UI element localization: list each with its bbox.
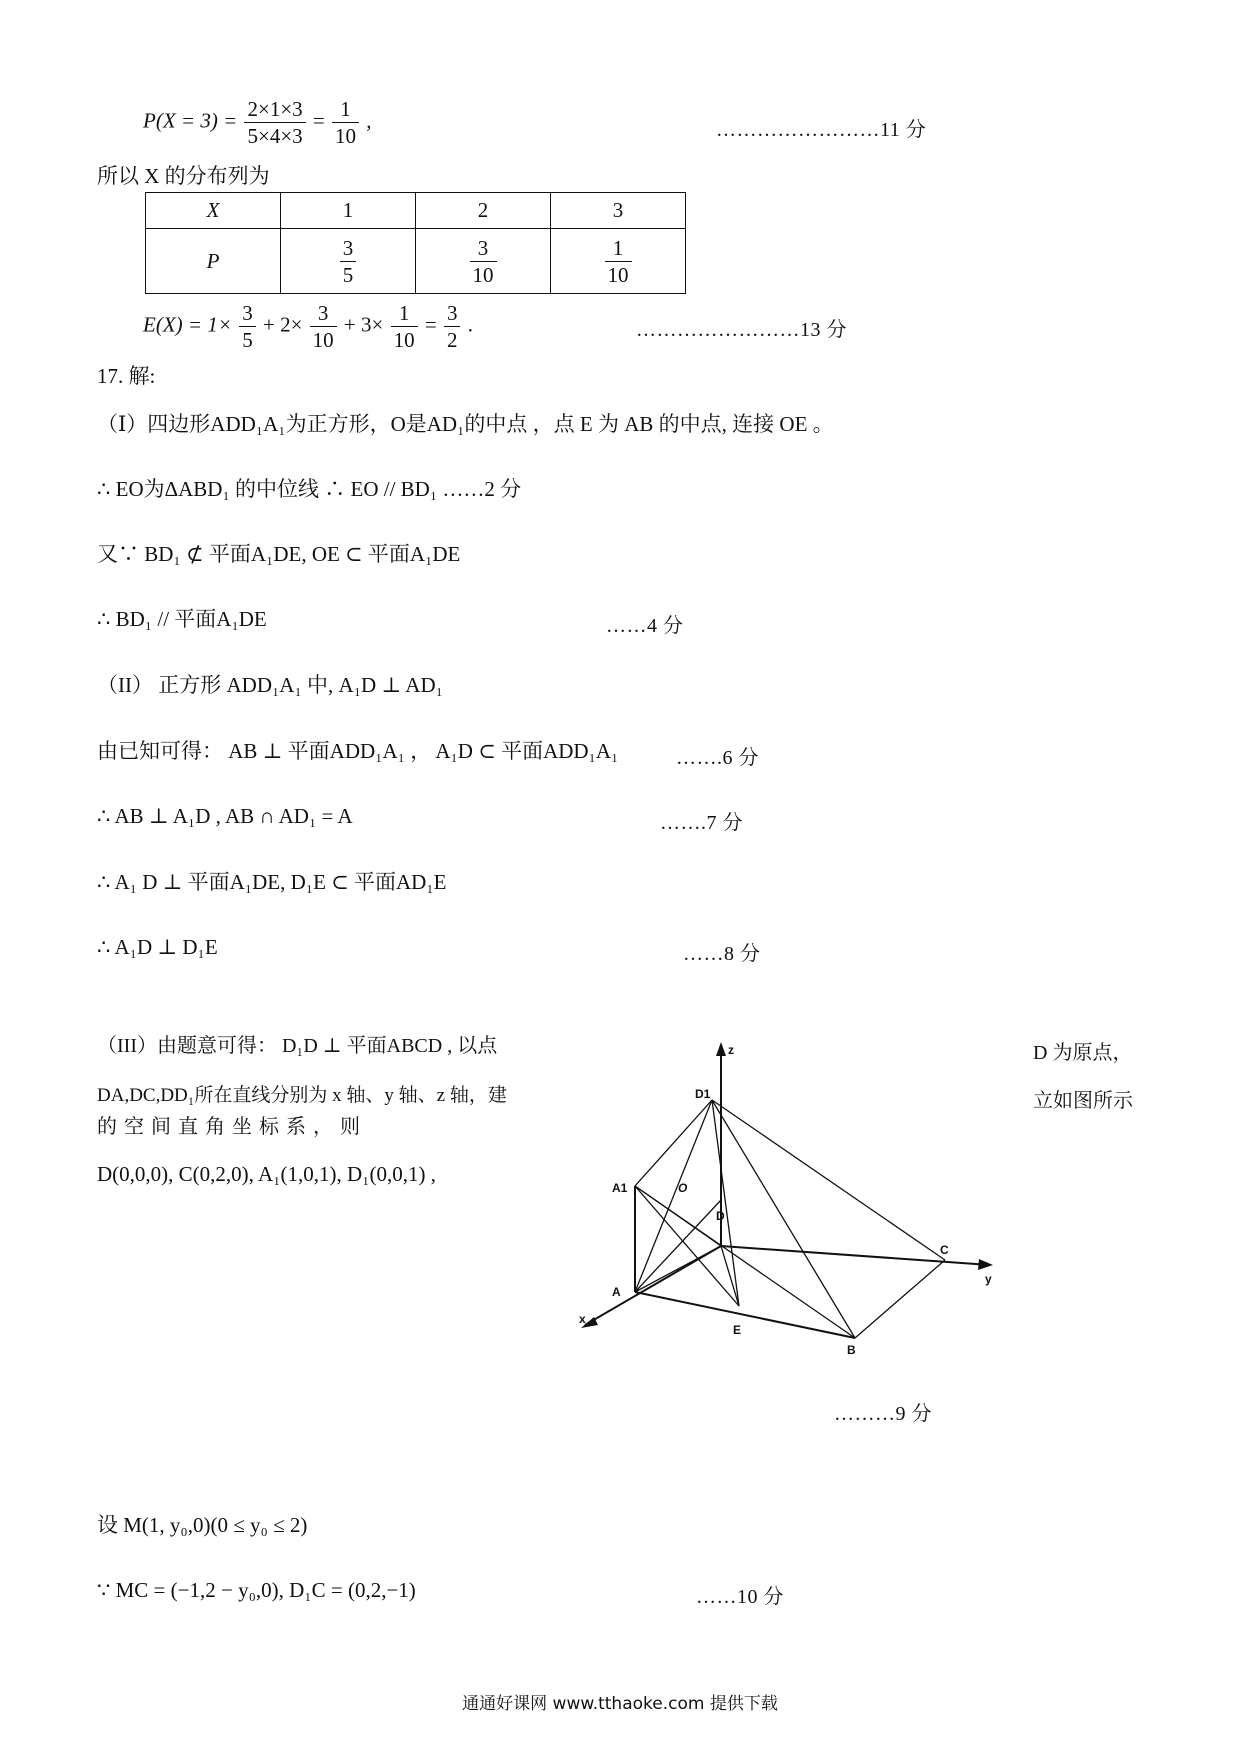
- table-cell: 1: [281, 193, 416, 229]
- part3-coordinates: D(0,0,0), C(0,2,0), A₁(1,0,1), D₁(0,0,1) ,: [97, 1162, 436, 1186]
- table-cell: 3: [551, 193, 686, 229]
- part3-right2: 立如图所示: [1033, 1090, 1133, 1112]
- score-9: ………9 分: [834, 1403, 932, 1425]
- distribution-table: [145, 192, 686, 294]
- table-head-x: X: [146, 193, 281, 229]
- table-cell: $\frac{3}{5}$: [281, 229, 416, 294]
- page-footer: 通通好课网 www.tthaoke.com 提供下载: [462, 1694, 778, 1714]
- score-13: ……………………13 分: [636, 319, 847, 341]
- point-label-b: B: [847, 1343, 856, 1357]
- line-bd1-parallel: ∴ BD₁ // 平面A₁DE: [97, 607, 267, 631]
- score-11: ……………………11 分: [716, 119, 927, 141]
- problem-17-heading: 17. 解:: [97, 364, 156, 388]
- line-known: 由已知可得： AB ⊥ 平面ADD₁A₁ ， A₁D ⊂ 平面ADD₁A₁: [97, 739, 619, 763]
- expectation-formula: E(X) = 1× $\frac{3}{5}$ + 2× $\frac{3}{10}$ + 3× $\frac{1}{10}$ = $\frac{3}{2}$ .: [143, 301, 473, 352]
- line-a1d-d1e: ∴ A₁D ⊥ D₁E: [97, 935, 218, 959]
- score-8: ……8 分: [683, 943, 761, 965]
- point-label-o: O: [678, 1181, 688, 1195]
- coordinate-figure: [575, 1040, 995, 1357]
- point-label-a: A: [612, 1285, 621, 1299]
- table-head-p: P: [146, 229, 281, 294]
- score-6: …….6 分: [676, 747, 759, 769]
- axis-label-x: x: [579, 1312, 586, 1326]
- axis-label-y: y: [985, 1272, 992, 1286]
- formula-lhs: P(X = 3) =: [143, 108, 238, 133]
- point-label-e: E: [733, 1323, 742, 1337]
- line-m-point: 设 M(1, y₀,0)(0 ≤ y₀ ≤ 2): [97, 1513, 308, 1537]
- fraction: $\frac{2\times 1\times 3}{5\times 4\times 3}$: [244, 96, 305, 149]
- part3-line1: （III）由题意可得： D₁D ⊥ 平面ABCD , 以点: [97, 1035, 498, 1057]
- point-label-d1: D1: [695, 1087, 711, 1101]
- table-cell: $\frac{1}{10}$: [551, 229, 686, 294]
- score-10: ……10 分: [696, 1586, 784, 1608]
- line-you: 又∵ BD₁ ⊄ 平面A₁DE, OE ⊂ 平面A₁DE: [97, 542, 461, 566]
- part3-line3: 的 空 间 直 角 坐 标 系 ， 则: [97, 1116, 361, 1138]
- table-cell: 2: [416, 193, 551, 229]
- point-label-c: C: [940, 1243, 949, 1257]
- part1-line: （Ⅰ）四边形ADD₁A₁为正方形，O是AD₁的中点 ，点 E 为 AB 的中点, 连接 OE 。: [97, 412, 834, 436]
- score-4: ……4 分: [606, 615, 684, 637]
- probability-formula: P(X = 3) = $\frac{2\times 1\times 3}{5\times 4\times 3}$ = $\frac{1}{10}$ ,: [143, 97, 372, 148]
- table-cell: $\frac{3}{10}$: [416, 229, 551, 294]
- point-label-a1: A1: [612, 1181, 628, 1195]
- part3-line2: DA,DC,DD₁所在直线分别为 x 轴、y 轴、z 轴，建: [97, 1085, 507, 1106]
- line-ab-perp: ∴ AB ⊥ A₁D , AB ∩ AD₁ = A: [97, 804, 353, 828]
- fraction: $\frac{1}{10}$: [332, 96, 359, 149]
- point-label-d: D: [716, 1209, 725, 1223]
- line-eo-midline: ∴ EO为ΔABD₁ 的中位线 ∴ EO // BD₁ ……2 分: [97, 477, 522, 501]
- line-vectors: ∵ MC = (−1,2 − y₀,0), D₁C = (0,2,−1): [97, 1578, 416, 1602]
- part3-right1: D 为原点，: [1033, 1042, 1133, 1064]
- part2-line: （II） 正方形 ADD₁A₁ 中, A₁D ⊥ AD₁: [97, 673, 443, 697]
- line-a1d-plane: ∴ A₁ D ⊥ 平面A₁DE, D₁E ⊂ 平面AD₁E: [97, 870, 447, 894]
- axis-label-z: z: [728, 1043, 734, 1057]
- distribution-intro: 所以 X 的分布列为: [97, 164, 270, 188]
- score-7: …….7 分: [660, 812, 743, 834]
